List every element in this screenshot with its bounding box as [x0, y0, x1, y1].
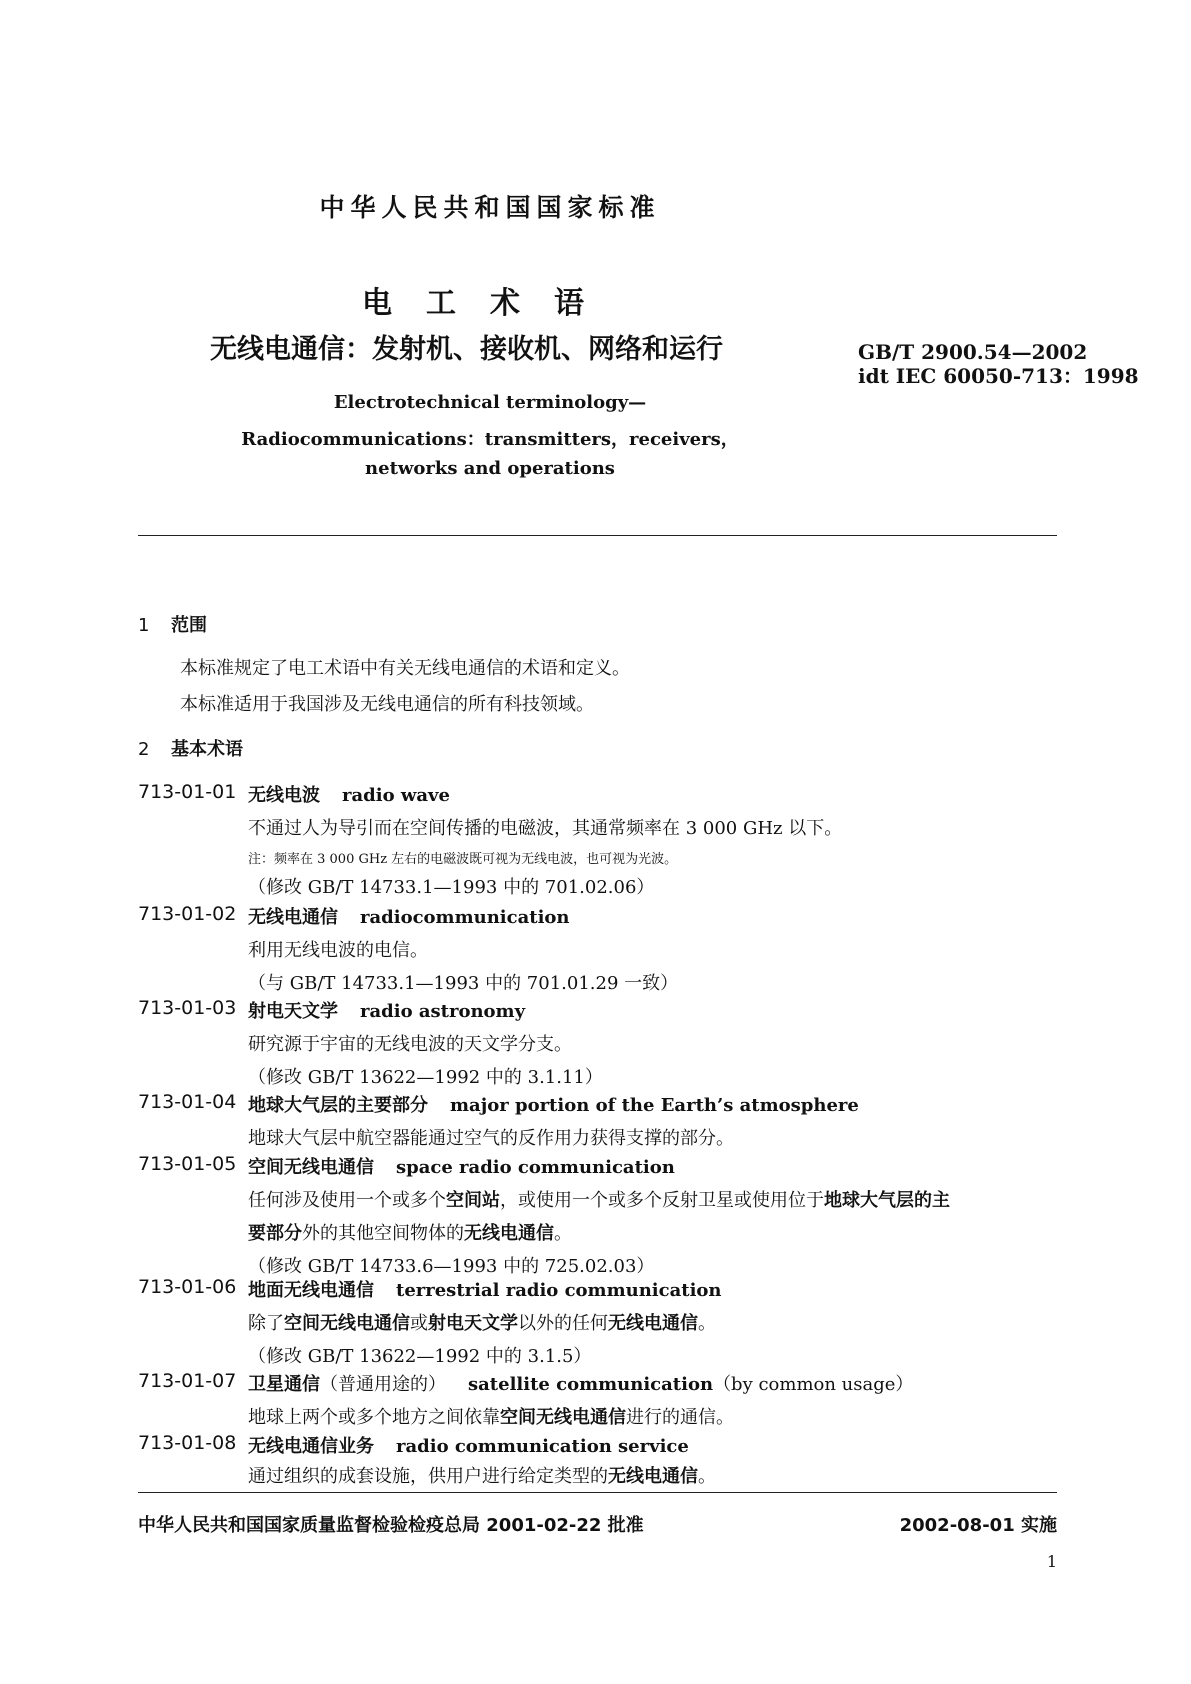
- term-definition: [248, 1309, 716, 1335]
- term-reference: （修改 GB/T 14733.1—1993 中的 701.02.06）: [248, 877, 655, 898]
- term-zh: 无线电波: [248, 785, 320, 806]
- term-zh: 空间无线电通信: [248, 1157, 374, 1178]
- term-definition-line-1: [248, 1186, 950, 1212]
- cross-reference: 空间无线电通信: [284, 1313, 410, 1334]
- section-1-heading: [138, 611, 207, 637]
- term-definition: 研究源于宇宙的无线电波的天文学分支。: [248, 1034, 572, 1055]
- term-definition-line-2: [248, 1219, 572, 1245]
- term-en: radio wave: [342, 785, 450, 806]
- text-run: ，或使用一个或多个反射卫星或使用位于: [500, 1190, 824, 1211]
- term-en: radiocommunication: [360, 907, 570, 928]
- term-id: 713-01-04: [138, 1091, 237, 1113]
- text-run: 任何涉及使用一个或多个: [248, 1190, 446, 1211]
- term-reference: （与 GB/T 14733.1—1993 中的 701.01.29 一致）: [248, 973, 679, 994]
- standard-number: GB/T 2900.54—2002: [858, 340, 1088, 364]
- cross-reference: 射电天文学: [428, 1313, 518, 1334]
- term-zh: 无线电通信: [248, 907, 338, 928]
- term-definition: 利用无线电波的电信。: [248, 940, 428, 961]
- term-en: space radio communication: [396, 1157, 675, 1178]
- text-run: 通过组织的成套设施，供用户进行给定类型的: [248, 1466, 608, 1487]
- approval-line: 中华人民共和国国家质量监督检验检疫总局 2001-02-22 批准: [138, 1515, 644, 1536]
- term-en: radio communication service: [396, 1436, 689, 1457]
- term-heading: [248, 903, 570, 929]
- english-title-line-2: Radiocommunications：transmitters，receivers，: [241, 429, 739, 450]
- term-en-qualifier: （by common usage）: [713, 1374, 914, 1395]
- cross-reference: 空间站: [446, 1190, 500, 1211]
- scope-paragraph-2: 本标准适用于我国涉及无线电通信的所有科技领域。: [180, 694, 594, 715]
- idt-reference: idt IEC 60050-713：1998: [858, 364, 1139, 388]
- term-id: 713-01-07: [138, 1370, 237, 1392]
- term-heading: [248, 781, 450, 807]
- term-heading: [248, 1432, 689, 1458]
- implementation-date: 2002-08-01 实施: [899, 1515, 1057, 1536]
- term-id: 713-01-08: [138, 1432, 237, 1454]
- cross-reference: 空间无线电通信: [500, 1407, 626, 1428]
- term-note: 注：频率在 3 000 GHz 左右的电磁波既可视为无线电波，也可视为光波。: [248, 852, 678, 867]
- term-definition: [248, 1403, 734, 1429]
- cross-reference: 地球大气层的主: [824, 1190, 950, 1211]
- term-id: 713-01-05: [138, 1153, 237, 1175]
- term-heading: [248, 1370, 913, 1396]
- header-divider: [138, 535, 1057, 536]
- section-title: 基本术语: [171, 739, 243, 760]
- document-title: 电工术语: [362, 286, 618, 321]
- term-en: satellite communication: [468, 1374, 714, 1395]
- text-run: 地球上两个或多个地方之间依靠: [248, 1407, 500, 1428]
- cross-reference: 无线电通信: [608, 1313, 698, 1334]
- cross-reference: 无线电通信: [608, 1466, 698, 1487]
- cross-reference: 无线电通信: [464, 1223, 554, 1244]
- national-standard-heading: 中华人民共和国国家标准: [319, 193, 661, 222]
- term-id: 713-01-03: [138, 997, 237, 1019]
- page-number: 1: [1046, 1552, 1057, 1571]
- text-run: 。: [698, 1466, 716, 1487]
- term-heading: [248, 997, 525, 1023]
- term-heading: [248, 1091, 859, 1117]
- term-zh: 地面无线电通信: [248, 1280, 374, 1301]
- text-run: 或: [410, 1313, 428, 1334]
- term-zh: 射电天文学: [248, 1001, 338, 1022]
- term-id: 713-01-06: [138, 1276, 237, 1298]
- section-number: 2: [138, 739, 150, 760]
- text-run: 以外的任何: [518, 1313, 608, 1334]
- english-title-line-1: Electrotechnical terminology—: [333, 392, 647, 413]
- term-definition: 地球大气层中航空器能通过空气的反作用力获得支撑的部分。: [248, 1128, 734, 1149]
- text-run: 外的其他空间物体的: [302, 1223, 464, 1244]
- standard-number-block: [858, 340, 1139, 388]
- term-heading: [248, 1153, 675, 1179]
- term-reference: （修改 GB/T 13622—1992 中的 3.1.5）: [248, 1346, 592, 1367]
- term-zh-qualifier: （普通用途的）: [320, 1374, 446, 1395]
- term-en: major portion of the Earth’s atmosphere: [450, 1095, 859, 1116]
- term-zh: 地球大气层的主要部分: [248, 1095, 428, 1116]
- term-reference: （修改 GB/T 13622—1992 中的 3.1.11）: [248, 1067, 603, 1088]
- text-run: 。: [698, 1313, 716, 1334]
- term-definition: [248, 1462, 716, 1488]
- cross-reference: 要部分: [248, 1223, 302, 1244]
- text-run: 除了: [248, 1313, 284, 1334]
- scope-paragraph-1: 本标准规定了电工术语中有关无线电通信的术语和定义。: [180, 658, 630, 679]
- section-title: 范围: [171, 615, 207, 636]
- term-zh: 卫星通信: [248, 1374, 320, 1395]
- section-number: 1: [138, 615, 150, 636]
- term-reference: （修改 GB/T 14733.6—1993 中的 725.02.03）: [248, 1256, 655, 1277]
- section-2-heading: [138, 735, 243, 761]
- term-en: terrestrial radio communication: [396, 1280, 722, 1301]
- term-definition: 不通过人为导引而在空间传播的电磁波，其通常频率在 3 000 GHz 以下。: [248, 818, 843, 839]
- term-id: 713-01-01: [138, 781, 237, 803]
- term-id: 713-01-02: [138, 903, 237, 925]
- document-subtitle: 无线电通信：发射机、接收机、网络和运行: [210, 334, 723, 365]
- text-run: 进行的通信。: [626, 1407, 734, 1428]
- footer-divider: [138, 1492, 1057, 1493]
- term-heading: [248, 1276, 722, 1302]
- text-run: 。: [554, 1223, 572, 1244]
- term-zh: 无线电通信业务: [248, 1436, 374, 1457]
- english-title-line-3: networks and operations: [365, 458, 615, 479]
- term-en: radio astronomy: [360, 1001, 526, 1022]
